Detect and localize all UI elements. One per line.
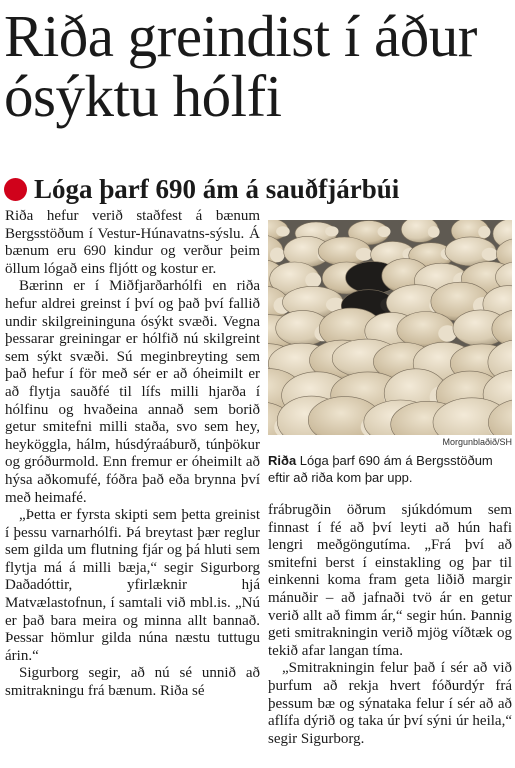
photo-credit: Morgunblaðið/SH [442, 437, 512, 447]
sheep-head [428, 226, 440, 238]
body-column-left [5, 208, 260, 701]
body-paragraph: frábrugðin öðrum sjúkdómum sem finnast í fé að því leyti að hún hafi lengri meðgöngutíma. „Frá því að smitefni berst í einstakling og þar til einkenni koma fram geta liðið margir mánuðir – að jafnaði tvö ár en getur verið allt að fimm ár,“ segir hún. Þannig geti smitrakningin verið mjög víðtæk og tekið afar langan tíma. [268, 502, 512, 659]
sheep-head [378, 226, 391, 237]
body-paragraph: „Smitrakningin felur það í sér að við þurfum að rekja hvert fóðurdýr frá þessum bæ og sýnataka felur í sér að að aflífa dýrið og taka úr því sýni úr heila,“ segir Sigurborg. [268, 660, 512, 747]
subheadline [4, 172, 512, 206]
sheep-head [305, 273, 321, 288]
sheep-head [482, 248, 498, 261]
red-bullet-icon [4, 178, 27, 201]
caption-text: Lóga þarf 690 ám á Bergsstöðum eftir að riða kom þar upp. [268, 453, 493, 485]
sheep-head [356, 248, 373, 261]
sheep-flock-image [268, 220, 512, 435]
body-paragraph: Riða hefur verið staðfest á bænum Bergsstöðum í Vestur-Húnavatns-sýslu. Á bænum eru 690 kindur og verður þeim öllum lógað eins fljótt og kostur er. [5, 208, 260, 277]
body-paragraph: „Þetta er fyrsta skipti sem þetta greinist í þessu varnarhólfi. Þá breytast þær reglur sem gilda um flutning fjár og þá hluti sem flytja má á milli bæja,“ segir Sigurborg Daðadóttir, yfirlæknir hjá Matvælastofnun, í samtali við mbl.is. „Nú er það bara meira og minna allt bannað. Þessar hömlur gilda núna næstu tuttugu árin.“ [5, 507, 260, 664]
headline: Riða greindist í áður ósýktu hólfi [4, 3, 477, 129]
sheep-photo [268, 220, 512, 435]
sheep-head [478, 226, 490, 238]
body-column-right [268, 502, 512, 748]
body-paragraph: Sigurborg segir, að nú sé unnið að smitrakningu frá bænum. Riða sé [5, 665, 260, 700]
sheep-head [276, 226, 290, 236]
sheep-head [270, 248, 285, 263]
sheep-head [325, 226, 338, 236]
subheadline-text: Lóga þarf 690 ám á sauðfjárbúi [34, 174, 400, 204]
body-paragraph: Bærinn er í Miðfjarðarhólfi en riða hefur aldrei greinst í því og það því fallið undir skilgreininguna ósýkt svæði. Vegna þessarar greiningar er hólfið nú skilgreint sem sýkt svæði. Sú meginbreyting sem það hefur í för með sér er að óheimilt er að flytja sauðfé til lífs milli hjarða í hólfinu og hvaðeina annað sem borið getur smitefni milli staða, svo sem hey, heyköggla, hálm, húsdýraáburð, túnþökur og gróðurmold. Enn fremur er óheimilt að hýsa aðkomufé, fóðra það eða brynna því með heimafé. [5, 278, 260, 506]
caption-label: Riða [268, 453, 297, 468]
photo-caption [268, 452, 512, 486]
